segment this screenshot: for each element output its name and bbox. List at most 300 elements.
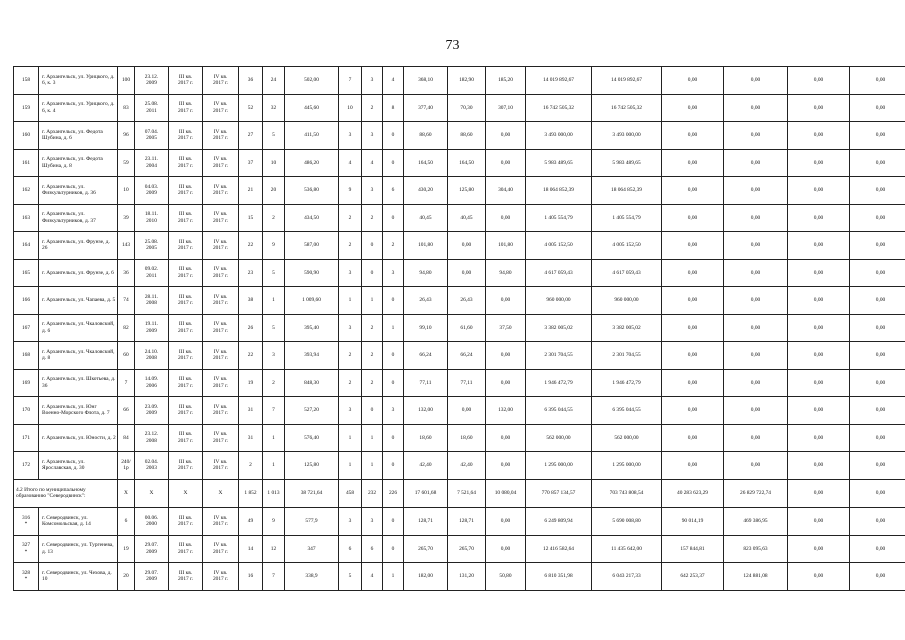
relocated-area-total-cell: 18,60 bbox=[404, 424, 448, 452]
end-quarter-cell: IV кв. 2017 г. bbox=[203, 232, 239, 260]
cost-regional-cell: 0,00 bbox=[662, 232, 724, 260]
start-quarter-cell: III кв. 2017 г. bbox=[169, 508, 203, 536]
cost-extra-cell: 0,00 bbox=[788, 424, 850, 452]
rooms-municipal-cell: 0 bbox=[383, 122, 404, 150]
relocated-area-private-cell: 66,24 bbox=[448, 342, 486, 370]
residents-relocated-cell: 10 bbox=[263, 149, 285, 177]
total-label-cell: 4.2 Итого по муниципальному образованию "Северодвинск": bbox=[14, 479, 118, 508]
address-cell: г. Архангельск, ул. Физкультурников, д. 36 bbox=[39, 177, 118, 205]
start-quarter-cell: III кв. 2017 г. bbox=[169, 232, 203, 260]
series-cell: X bbox=[118, 479, 135, 508]
rooms-private-cell: 0 bbox=[362, 232, 383, 260]
relocated-area-private-cell: 125,80 bbox=[448, 177, 486, 205]
cost-total-cell: 4 005 152,50 bbox=[526, 232, 592, 260]
relocated-area-private-cell: 18,60 bbox=[448, 424, 486, 452]
relocated-area-municipal-cell: 0,00 bbox=[486, 369, 526, 397]
cost-local-cell: 0,00 bbox=[724, 94, 788, 122]
address-cell: г. Архангельск, ул. Фрунзе, д. 26 bbox=[39, 232, 118, 260]
cost-local-cell: 0,00 bbox=[724, 67, 788, 95]
cost-extra-cell: 0,00 bbox=[788, 508, 850, 536]
rooms-private-cell: 4 bbox=[362, 149, 383, 177]
row-number-cell: 328 * bbox=[14, 563, 39, 591]
series-cell: 7 bbox=[118, 369, 135, 397]
area-cell: 445,60 bbox=[285, 94, 339, 122]
cost-other-cell: 0,00 bbox=[850, 287, 905, 315]
relocated-area-total-cell: 182,00 bbox=[404, 563, 448, 591]
cost-regional-cell: 0,00 bbox=[662, 397, 724, 425]
rooms-private-cell: 6 bbox=[362, 535, 383, 563]
row-number-cell: 167 bbox=[14, 314, 39, 342]
address-cell: г. Архангельск, ул. Чкаловский, д. 6 bbox=[39, 314, 118, 342]
rooms-municipal-cell: 1 bbox=[383, 563, 404, 591]
cost-other-cell: 0,00 bbox=[850, 563, 905, 591]
cost-fund-cell: 3 382 005,02 bbox=[592, 314, 662, 342]
rooms-private-cell: 2 bbox=[362, 94, 383, 122]
address-cell: г. Архангельск, ул. Урицкого, д. 6, к. 4 bbox=[39, 94, 118, 122]
cost-other-cell: 0,00 bbox=[850, 177, 905, 205]
area-cell: 38 721,64 bbox=[285, 479, 339, 508]
rooms-private-cell: 0 bbox=[362, 397, 383, 425]
cost-total-cell: 770 857 134,57 bbox=[526, 479, 592, 508]
cost-local-cell: 0,00 bbox=[724, 369, 788, 397]
relocated-area-private-cell: 40,45 bbox=[448, 204, 486, 232]
series-cell: 74 bbox=[118, 287, 135, 315]
series-cell: 6 bbox=[118, 508, 135, 536]
rooms-private-cell: 2 bbox=[362, 204, 383, 232]
start-quarter-cell: III кв. 2017 г. bbox=[169, 563, 203, 591]
cost-total-cell: 14 019 892,67 bbox=[526, 67, 592, 95]
rooms-total-cell: 3 bbox=[339, 122, 362, 150]
cost-regional-cell: 642 253,37 bbox=[662, 563, 724, 591]
commission-date-cell: 23.11. 2004 bbox=[135, 149, 169, 177]
cost-regional-cell: 0,00 bbox=[662, 259, 724, 287]
end-quarter-cell: IV кв. 2017 г. bbox=[203, 424, 239, 452]
residents-relocated-cell: 1 013 bbox=[263, 479, 285, 508]
residents-relocated-cell: 12 bbox=[263, 535, 285, 563]
commission-date-cell: 23.12. 2008 bbox=[135, 424, 169, 452]
cost-other-cell: 0,00 bbox=[850, 397, 905, 425]
rooms-municipal-cell: 3 bbox=[383, 397, 404, 425]
housing-register-table bbox=[13, 66, 905, 591]
residents-total-cell: 21 bbox=[239, 177, 263, 205]
rooms-total-cell: 3 bbox=[339, 314, 362, 342]
cost-local-cell: 469 386,95 bbox=[724, 508, 788, 536]
residents-relocated-cell: 9 bbox=[263, 232, 285, 260]
end-quarter-cell: IV кв. 2017 г. bbox=[203, 369, 239, 397]
series-cell: 96 bbox=[118, 122, 135, 150]
relocated-area-total-cell: 128,71 bbox=[404, 508, 448, 536]
cost-fund-cell: 3 493 000,00 bbox=[592, 122, 662, 150]
relocated-area-total-cell: 17 601,68 bbox=[404, 479, 448, 508]
area-cell: 590,90 bbox=[285, 259, 339, 287]
cost-fund-cell: 4 617 059,43 bbox=[592, 259, 662, 287]
cost-total-cell: 960 000,00 bbox=[526, 287, 592, 315]
relocated-area-municipal-cell: 132,00 bbox=[486, 397, 526, 425]
end-quarter-cell: IV кв. 2017 г. bbox=[203, 177, 239, 205]
residents-total-cell: 37 bbox=[239, 149, 263, 177]
end-quarter-cell: IV кв. 2017 г. bbox=[203, 287, 239, 315]
rooms-private-cell: 3 bbox=[362, 177, 383, 205]
address-cell: г. Архангельск, ул. Урицкого, д. 6, к. 3 bbox=[39, 67, 118, 95]
cost-total-cell: 5 983 489,65 bbox=[526, 149, 592, 177]
relocated-area-municipal-cell: 0,00 bbox=[486, 535, 526, 563]
cost-extra-cell: 0,00 bbox=[788, 287, 850, 315]
cost-fund-cell: 1 295 000,00 bbox=[592, 452, 662, 480]
cost-other-cell: 0,00 bbox=[850, 67, 905, 95]
end-quarter-cell: IV кв. 2017 г. bbox=[203, 94, 239, 122]
cost-local-cell: 0,00 bbox=[724, 204, 788, 232]
rooms-total-cell: 10 bbox=[339, 94, 362, 122]
cost-other-cell: 0,00 bbox=[850, 122, 905, 150]
table-row bbox=[14, 563, 905, 591]
series-cell: 84 bbox=[118, 424, 135, 452]
rooms-private-cell: 2 bbox=[362, 314, 383, 342]
residents-total-cell: 26 bbox=[239, 314, 263, 342]
relocated-area-private-cell: 0,00 bbox=[448, 397, 486, 425]
area-cell: 486,20 bbox=[285, 149, 339, 177]
rooms-municipal-cell: 2 bbox=[383, 232, 404, 260]
series-cell: 20 bbox=[118, 563, 135, 591]
row-number-cell: 163 bbox=[14, 204, 39, 232]
residents-relocated-cell: 1 bbox=[263, 452, 285, 480]
residents-total-cell: 1 852 bbox=[239, 479, 263, 508]
cost-total-cell: 12 416 582,64 bbox=[526, 535, 592, 563]
area-cell: 393,94 bbox=[285, 342, 339, 370]
table-row bbox=[14, 232, 905, 260]
relocated-area-municipal-cell: 0,00 bbox=[486, 342, 526, 370]
cost-local-cell: 0,00 bbox=[724, 287, 788, 315]
relocated-area-private-cell: 26,43 bbox=[448, 287, 486, 315]
cost-fund-cell: 6 395 044,55 bbox=[592, 397, 662, 425]
cost-local-cell: 0,00 bbox=[724, 452, 788, 480]
cost-regional-cell: 0,00 bbox=[662, 149, 724, 177]
residents-relocated-cell: 3 bbox=[263, 342, 285, 370]
cost-total-cell: 16 742 505,32 bbox=[526, 94, 592, 122]
cost-other-cell: 0,00 bbox=[850, 94, 905, 122]
area-cell: 338,9 bbox=[285, 563, 339, 591]
area-cell: 395,40 bbox=[285, 314, 339, 342]
area-cell: 536,80 bbox=[285, 177, 339, 205]
relocated-area-municipal-cell: 10 080,04 bbox=[486, 479, 526, 508]
rooms-total-cell: 2 bbox=[339, 204, 362, 232]
row-number-cell: 165 bbox=[14, 259, 39, 287]
residents-total-cell: 22 bbox=[239, 342, 263, 370]
table-row bbox=[14, 149, 905, 177]
residents-total-cell: 16 bbox=[239, 563, 263, 591]
address-cell: г. Архангельск, ул. Юнг Военно-Морского Флота, д. 7 bbox=[39, 397, 118, 425]
table-row bbox=[14, 508, 905, 536]
cost-fund-cell: 1 405 554,79 bbox=[592, 204, 662, 232]
row-number-cell: 171 bbox=[14, 424, 39, 452]
residents-relocated-cell: 7 bbox=[263, 397, 285, 425]
start-quarter-cell: III кв. 2017 г. bbox=[169, 94, 203, 122]
table-row bbox=[14, 94, 905, 122]
row-number-cell: 166 bbox=[14, 287, 39, 315]
commission-date-cell: 19.11. 2009 bbox=[135, 314, 169, 342]
relocated-area-private-cell: 128,71 bbox=[448, 508, 486, 536]
cost-extra-cell: 0,00 bbox=[788, 397, 850, 425]
row-number-cell: 327 * bbox=[14, 535, 39, 563]
cost-regional-cell: 0,00 bbox=[662, 424, 724, 452]
relocated-area-private-cell: 70,30 bbox=[448, 94, 486, 122]
residents-total-cell: 31 bbox=[239, 424, 263, 452]
residents-relocated-cell: 2 bbox=[263, 204, 285, 232]
cost-local-cell: 0,00 bbox=[724, 424, 788, 452]
cost-fund-cell: 960 000,00 bbox=[592, 287, 662, 315]
cost-extra-cell: 0,00 bbox=[788, 563, 850, 591]
relocated-area-municipal-cell: 50,80 bbox=[486, 563, 526, 591]
address-cell: г. Архангельск, ул. Чкаловский, д. 8 bbox=[39, 342, 118, 370]
address-cell: г. Архангельск, ул. Чапаева, д. 5 bbox=[39, 287, 118, 315]
cost-fund-cell: 1 946 472,79 bbox=[592, 369, 662, 397]
cost-regional-cell: 90 014,19 bbox=[662, 508, 724, 536]
rooms-total-cell: 3 bbox=[339, 259, 362, 287]
cost-other-cell: 0,00 bbox=[850, 259, 905, 287]
relocated-area-private-cell: 0,00 bbox=[448, 259, 486, 287]
relocated-area-total-cell: 430,20 bbox=[404, 177, 448, 205]
residents-total-cell: 19 bbox=[239, 369, 263, 397]
cost-other-cell: 0,00 bbox=[850, 452, 905, 480]
residents-total-cell: 31 bbox=[239, 397, 263, 425]
cost-extra-cell: 0,00 bbox=[788, 259, 850, 287]
rooms-total-cell: 9 bbox=[339, 177, 362, 205]
residents-relocated-cell: 1 bbox=[263, 424, 285, 452]
cost-local-cell: 0,00 bbox=[724, 259, 788, 287]
rooms-private-cell: 3 bbox=[362, 122, 383, 150]
relocated-area-total-cell: 99,10 bbox=[404, 314, 448, 342]
rooms-total-cell: 1 bbox=[339, 452, 362, 480]
relocated-area-private-cell: 164,50 bbox=[448, 149, 486, 177]
rooms-municipal-cell: 0 bbox=[383, 535, 404, 563]
cost-regional-cell: 0,00 bbox=[662, 287, 724, 315]
commission-date-cell: 28.11. 2008 bbox=[135, 287, 169, 315]
residents-total-cell: 49 bbox=[239, 508, 263, 536]
table-row bbox=[14, 177, 905, 205]
rooms-total-cell: 6 bbox=[339, 535, 362, 563]
cost-extra-cell: 0,00 bbox=[788, 452, 850, 480]
rooms-total-cell: 3 bbox=[339, 397, 362, 425]
rooms-municipal-cell: 0 bbox=[383, 424, 404, 452]
relocated-area-private-cell: 88,60 bbox=[448, 122, 486, 150]
rooms-total-cell: 2 bbox=[339, 369, 362, 397]
rooms-total-cell: 458 bbox=[339, 479, 362, 508]
rooms-municipal-cell: 0 bbox=[383, 342, 404, 370]
relocated-area-municipal-cell: 0,00 bbox=[486, 287, 526, 315]
relocated-area-municipal-cell: 37,50 bbox=[486, 314, 526, 342]
rooms-private-cell: 232 bbox=[362, 479, 383, 508]
rooms-municipal-cell: 3 bbox=[383, 259, 404, 287]
address-cell: г. Архангельск, ул. Федота Шубина, д. 6 bbox=[39, 122, 118, 150]
area-cell: 527,20 bbox=[285, 397, 339, 425]
area-cell: 411,50 bbox=[285, 122, 339, 150]
residents-relocated-cell: 24 bbox=[263, 67, 285, 95]
cost-other-cell: 0,00 bbox=[850, 479, 905, 508]
cost-regional-cell: 0,00 bbox=[662, 314, 724, 342]
relocated-area-private-cell: 182,90 bbox=[448, 67, 486, 95]
cost-extra-cell: 0,00 bbox=[788, 122, 850, 150]
relocated-area-total-cell: 94,80 bbox=[404, 259, 448, 287]
rooms-municipal-cell: 8 bbox=[383, 94, 404, 122]
address-cell: г. Архангельск, ул. Физкультурников, д. 37 bbox=[39, 204, 118, 232]
relocated-area-total-cell: 77,11 bbox=[404, 369, 448, 397]
start-quarter-cell: III кв. 2017 г. bbox=[169, 204, 203, 232]
rooms-municipal-cell: 0 bbox=[383, 149, 404, 177]
cost-local-cell: 26 829 722,74 bbox=[724, 479, 788, 508]
table-row bbox=[14, 452, 905, 480]
table-row bbox=[14, 535, 905, 563]
table-row bbox=[14, 397, 905, 425]
rooms-total-cell: 1 bbox=[339, 424, 362, 452]
commission-date-cell: 04.03. 2009 bbox=[135, 177, 169, 205]
residents-relocated-cell: 2 bbox=[263, 369, 285, 397]
relocated-area-municipal-cell: 101,80 bbox=[486, 232, 526, 260]
residents-total-cell: 14 bbox=[239, 535, 263, 563]
rooms-municipal-cell: 226 bbox=[383, 479, 404, 508]
relocated-area-private-cell: 42,40 bbox=[448, 452, 486, 480]
relocated-area-private-cell: 61,60 bbox=[448, 314, 486, 342]
residents-relocated-cell: 32 bbox=[263, 94, 285, 122]
relocated-area-municipal-cell: 307,10 bbox=[486, 94, 526, 122]
end-quarter-cell: IV кв. 2017 г. bbox=[203, 314, 239, 342]
commission-date-cell: 00.06. 2000 bbox=[135, 508, 169, 536]
series-cell: 19 bbox=[118, 535, 135, 563]
start-quarter-cell: III кв. 2017 г. bbox=[169, 452, 203, 480]
relocated-area-total-cell: 265,70 bbox=[404, 535, 448, 563]
address-cell: г. Архангельск, ул. Фрунзе, д. 6 bbox=[39, 259, 118, 287]
end-quarter-cell: IV кв. 2017 г. bbox=[203, 122, 239, 150]
residents-relocated-cell: 7 bbox=[263, 563, 285, 591]
cost-other-cell: 0,00 bbox=[850, 508, 905, 536]
rooms-private-cell: 4 bbox=[362, 563, 383, 591]
cost-fund-cell: 18 064 852,39 bbox=[592, 177, 662, 205]
rooms-private-cell: 2 bbox=[362, 342, 383, 370]
area-cell: 577,9 bbox=[285, 508, 339, 536]
cost-fund-cell: 11 435 642,00 bbox=[592, 535, 662, 563]
row-number-cell: 164 bbox=[14, 232, 39, 260]
area-cell: 1 009,60 bbox=[285, 287, 339, 315]
end-quarter-cell: IV кв. 2017 г. bbox=[203, 259, 239, 287]
cost-extra-cell: 0,00 bbox=[788, 204, 850, 232]
cost-fund-cell: 14 019 892,67 bbox=[592, 67, 662, 95]
rooms-total-cell: 5 bbox=[339, 563, 362, 591]
cost-fund-cell: 5 690 008,80 bbox=[592, 508, 662, 536]
cost-local-cell: 124 881,08 bbox=[724, 563, 788, 591]
series-cell: 60 bbox=[118, 342, 135, 370]
residents-relocated-cell: 5 bbox=[263, 259, 285, 287]
cost-local-cell: 0,00 bbox=[724, 149, 788, 177]
cost-total-cell: 562 000,00 bbox=[526, 424, 592, 452]
cost-regional-cell: 0,00 bbox=[662, 452, 724, 480]
relocated-area-total-cell: 368,10 bbox=[404, 67, 448, 95]
cost-regional-cell: 0,00 bbox=[662, 122, 724, 150]
relocated-area-municipal-cell: 185,20 bbox=[486, 67, 526, 95]
residents-total-cell: 15 bbox=[239, 204, 263, 232]
area-cell: 848,30 bbox=[285, 369, 339, 397]
commission-date-cell: 24.10. 2008 bbox=[135, 342, 169, 370]
cost-fund-cell: 6 043 217,33 bbox=[592, 563, 662, 591]
relocated-area-municipal-cell: 94,80 bbox=[486, 259, 526, 287]
rooms-total-cell: 2 bbox=[339, 342, 362, 370]
cost-local-cell: 0,00 bbox=[724, 177, 788, 205]
table-row bbox=[14, 67, 905, 95]
series-cell: 66 bbox=[118, 397, 135, 425]
cost-extra-cell: 0,00 bbox=[788, 314, 850, 342]
relocated-area-municipal-cell: 304,40 bbox=[486, 177, 526, 205]
table-row bbox=[14, 259, 905, 287]
end-quarter-cell: IV кв. 2017 г. bbox=[203, 452, 239, 480]
residents-relocated-cell: 1 bbox=[263, 287, 285, 315]
cost-regional-cell: 0,00 bbox=[662, 67, 724, 95]
start-quarter-cell: III кв. 2017 г. bbox=[169, 342, 203, 370]
table-row bbox=[14, 314, 905, 342]
address-cell: г. Архангельск, ул. Федота Шубина, д. 8 bbox=[39, 149, 118, 177]
cost-other-cell: 0,00 bbox=[850, 342, 905, 370]
cost-total-cell: 6 395 044,55 bbox=[526, 397, 592, 425]
commission-date-cell: 09.02. 2011 bbox=[135, 259, 169, 287]
cost-extra-cell: 0,00 bbox=[788, 232, 850, 260]
start-quarter-cell: III кв. 2017 г. bbox=[169, 287, 203, 315]
commission-date-cell: 02.04. 2003 bbox=[135, 452, 169, 480]
cost-other-cell: 0,00 bbox=[850, 424, 905, 452]
cost-other-cell: 0,00 bbox=[850, 232, 905, 260]
cost-local-cell: 0,00 bbox=[724, 342, 788, 370]
rooms-municipal-cell: 6 bbox=[383, 177, 404, 205]
commission-date-cell: 25.08. 2011 bbox=[135, 94, 169, 122]
cost-fund-cell: 16 742 505,32 bbox=[592, 94, 662, 122]
cost-local-cell: 0,00 bbox=[724, 232, 788, 260]
residents-relocated-cell: 5 bbox=[263, 122, 285, 150]
cost-other-cell: 0,00 bbox=[850, 204, 905, 232]
cost-regional-cell: 0,00 bbox=[662, 177, 724, 205]
relocated-area-total-cell: 88,60 bbox=[404, 122, 448, 150]
address-cell: г. Архангельск, ул. Ярославская, д. 30 bbox=[39, 452, 118, 480]
start-quarter-cell: III кв. 2017 г. bbox=[169, 369, 203, 397]
relocated-area-private-cell: 7 521,64 bbox=[448, 479, 486, 508]
start-quarter-cell: III кв. 2017 г. bbox=[169, 149, 203, 177]
table-row bbox=[14, 342, 905, 370]
cost-fund-cell: 5 983 489,65 bbox=[592, 149, 662, 177]
area-cell: 125,80 bbox=[285, 452, 339, 480]
rooms-total-cell: 2 bbox=[339, 232, 362, 260]
cost-regional-cell: 0,00 bbox=[662, 342, 724, 370]
cost-fund-cell: 2 301 704,55 bbox=[592, 342, 662, 370]
relocated-area-total-cell: 42,40 bbox=[404, 452, 448, 480]
residents-relocated-cell: 9 bbox=[263, 508, 285, 536]
address-cell: г. Северодвинск, ул. Тургенева, д. 13 bbox=[39, 535, 118, 563]
row-number-cell: 316 * bbox=[14, 508, 39, 536]
cost-regional-cell: 40 283 623,29 bbox=[662, 479, 724, 508]
series-cell: 82 bbox=[118, 314, 135, 342]
relocated-area-total-cell: 101,80 bbox=[404, 232, 448, 260]
cost-total-cell: 1 405 554,79 bbox=[526, 204, 592, 232]
area-cell: 576,40 bbox=[285, 424, 339, 452]
end-quarter-cell: IV кв. 2017 г. bbox=[203, 204, 239, 232]
cost-total-cell: 2 301 704,55 bbox=[526, 342, 592, 370]
table-row bbox=[14, 424, 905, 452]
commission-date-cell: 29.07. 2009 bbox=[135, 535, 169, 563]
residents-total-cell: 27 bbox=[239, 122, 263, 150]
cost-local-cell: 0,00 bbox=[724, 314, 788, 342]
rooms-private-cell: 3 bbox=[362, 508, 383, 536]
rooms-private-cell: 0 bbox=[362, 259, 383, 287]
relocated-area-municipal-cell: 0,00 bbox=[486, 122, 526, 150]
rooms-private-cell: 2 bbox=[362, 369, 383, 397]
end-quarter-cell: IV кв. 2017 г. bbox=[203, 149, 239, 177]
relocated-area-total-cell: 132,00 bbox=[404, 397, 448, 425]
residents-total-cell: 22 bbox=[239, 232, 263, 260]
commission-date-cell: 23.12. 2009 bbox=[135, 67, 169, 95]
cost-extra-cell: 0,00 bbox=[788, 177, 850, 205]
